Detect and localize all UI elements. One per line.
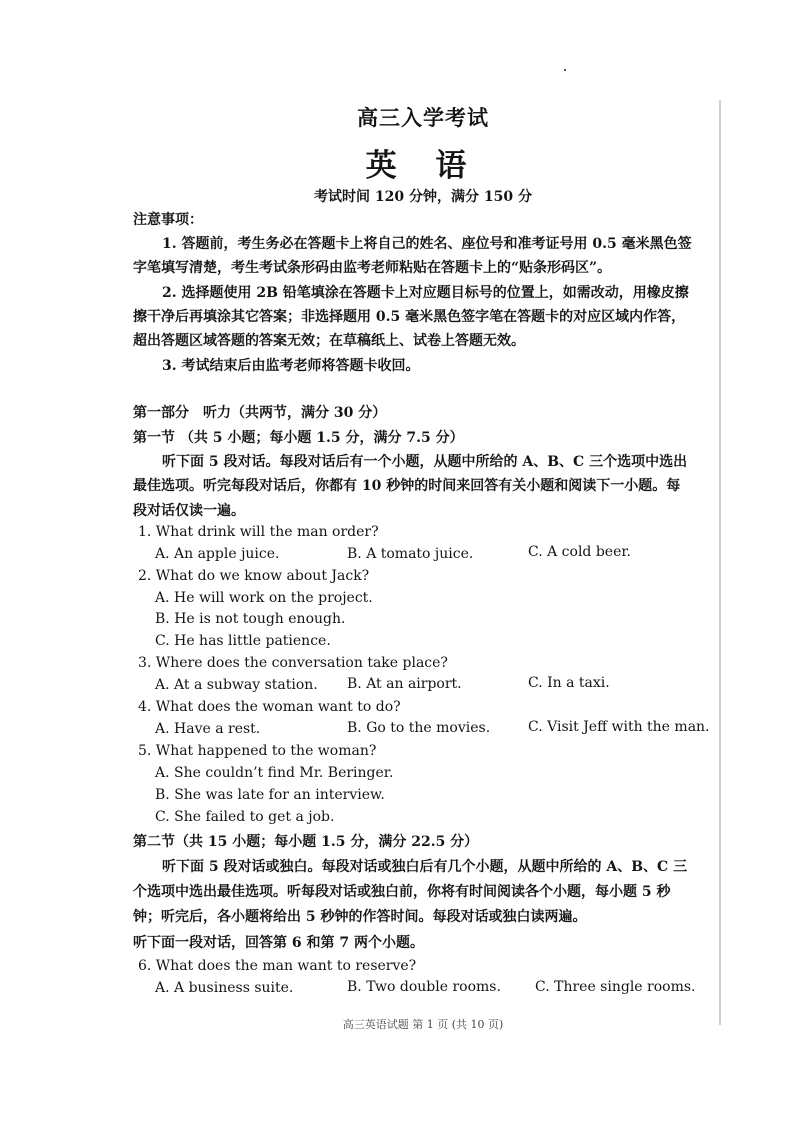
option-b: B. A tomato juice.: [347, 546, 474, 562]
time-info: 考试时间 120 分钟，满分 150 分: [314, 189, 532, 205]
option-c: C. Visit Jeff with the man.: [528, 719, 710, 735]
section-instructions: 钟；听完后，各小题将给出 5 秒钟的作答时间。每段对话或独白读两遍。: [133, 909, 587, 925]
option-a: A. Have a rest.: [155, 721, 261, 737]
option-b: B. He is not tough enough.: [155, 611, 346, 627]
question-stem: 3. Where does the conversation take place?: [138, 655, 448, 671]
section-title: 第二节（共 15 小题；每小题 1.5 分，满分 22.5 分）: [133, 834, 479, 850]
scan-edge-shadow: [719, 100, 721, 1025]
subject-title: 英 语: [365, 148, 481, 184]
section-instructions: 段对话仅读一遍。: [133, 503, 245, 519]
question-stem: 1. What drink will the man order?: [138, 524, 379, 540]
question-stem: 4. What does the woman want to do?: [138, 699, 401, 715]
option-a: A. A business suite.: [155, 980, 294, 996]
section-instructions: 最佳选项。听完每段对话后，你都有 10 秒钟的时间来回答有关小题和阅读下一小题。每: [133, 478, 681, 494]
option-c: C. He has little patience.: [155, 633, 331, 649]
notes-line: 擦干净后再填涂其它答案；非选择题用 0.5 毫米黑色签字笔在答题卡的对应区域内作答，: [133, 309, 686, 325]
option-a: A. At a subway station.: [155, 677, 318, 693]
option-a: A. She couldn’t find Mr. Beringer.: [155, 765, 394, 781]
page-footer: 高三英语试题 第 1 页 (共 10 页): [342, 1018, 504, 1031]
notes-heading: 注意事项：: [133, 212, 203, 228]
option-c: C. In a taxi.: [528, 675, 610, 691]
question-stem: 2. What do we know about Jack?: [138, 568, 370, 584]
question-stem: 5. What happened to the woman?: [138, 743, 377, 759]
notes-line: 2. 选择题使用 2B 铅笔填涂在答题卡上对应题目标号的位置上，如需改动，用橡皮擦: [162, 285, 689, 301]
option-b: B. Go to the movies.: [347, 720, 491, 736]
notes-line: 超出答题区域答题的答案无效；在草稿纸上、试卷上答题无效。: [133, 333, 525, 349]
option-b: B. At an airport.: [347, 676, 462, 692]
option-c: C. A cold beer.: [528, 544, 631, 560]
notes-line: 1. 答题前，考生务必在答题卡上将自己的姓名、座位号和准考证号用 0.5 毫米黑色签: [162, 236, 692, 252]
option-a: A. An apple juice.: [155, 546, 280, 562]
section-title: 第一节 （共 5 小题；每小题 1.5 分，满分 7.5 分）: [133, 430, 464, 446]
exam-title: 高三入学考试: [357, 105, 489, 130]
option-c: C. Three single rooms.: [535, 979, 696, 995]
section-instructions: 听下面 5 段对话或独白。每段对话或独白后有几个小题，从题中所给的 A、B、C 三: [162, 859, 688, 875]
group-instruction: 听下面一段对话，回答第 6 和第 7 两个小题。: [133, 935, 424, 951]
part-title: 第一部分 听力（共两节，满分 30 分）: [133, 405, 387, 421]
scan-speck: [564, 69, 566, 71]
notes-line: 3. 考试结束后由监考老师将答题卡收回。: [162, 358, 420, 374]
question-stem: 6. What does the man want to reserve?: [138, 958, 417, 974]
section-instructions: 听下面 5 段对话。每段对话后有一个小题，从题中所给的 A、B、C 三个选项中选出: [162, 454, 688, 470]
option-b: B. Two double rooms.: [347, 979, 501, 995]
section-instructions: 个选项中选出最佳选项。听每段对话或独白前，你将有时间阅读各个小题，每小题 5 秒: [133, 884, 671, 900]
option-b: B. She was late for an interview.: [155, 787, 385, 803]
option-c: C. She failed to get a job.: [155, 809, 335, 825]
notes-line: 字笔填写清楚，考生考试条形码由监考老师粘贴在答题卡上的“贴条形码区”。: [133, 260, 612, 276]
option-a: A. He will work on the project.: [155, 590, 373, 606]
